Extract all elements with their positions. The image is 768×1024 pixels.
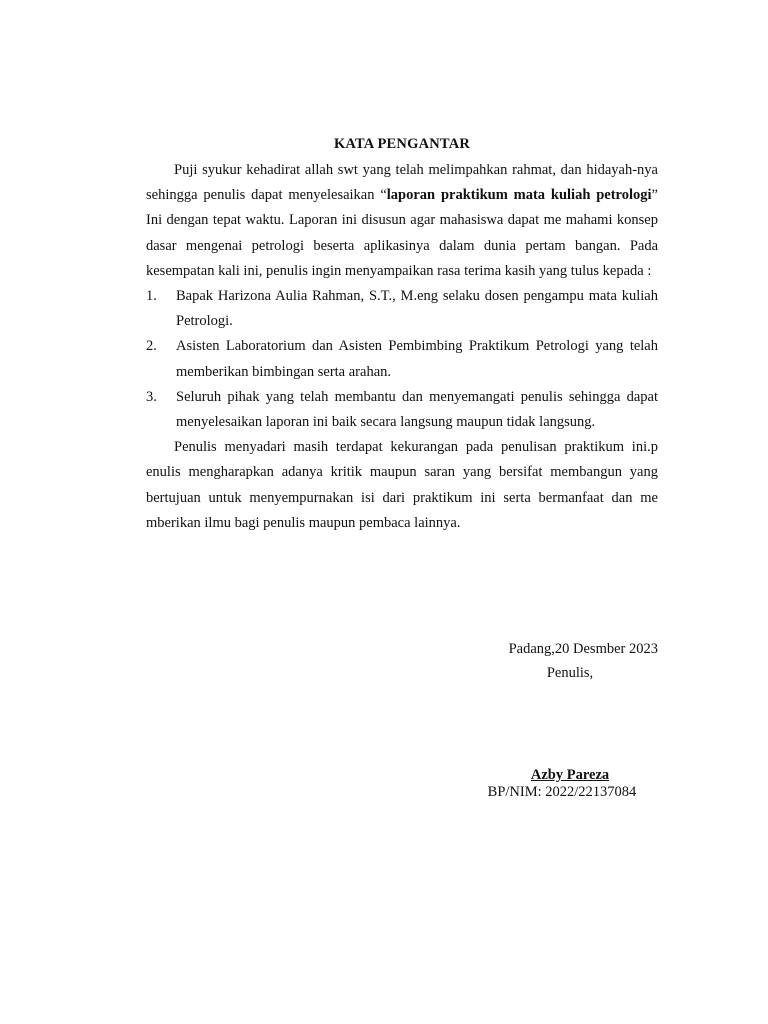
- list-text: Asisten Laboratorium dan Asisten Pembimbing Praktikum Petrologi yang telah memberikan bimbingan serta arahan.: [176, 338, 658, 380]
- signature-place-date: Padang,20 Desmber 2023: [508, 641, 658, 657]
- signature-role: Penulis,: [546, 665, 594, 681]
- intro-bold-text: laporan praktikum mata kuliah petrologi: [386, 187, 652, 204]
- list-item: [146, 284, 658, 334]
- thanks-list: [146, 284, 658, 435]
- list-item: [146, 385, 658, 435]
- list-number: 2.: [146, 338, 157, 355]
- list-number: 3.: [146, 388, 157, 405]
- list-text: Bapak Harizona Aulia Rahman, S.T., M.eng selaku dosen pengampu mata kuliah Petrologi.: [176, 288, 658, 330]
- list-item: [146, 334, 658, 384]
- intro-text-1: Puji syukur kehadirat allah swt yang telah melimpahkan rahmat, dan hidayah-nya sehingga penulis dapat menyelesaikan “: [146, 162, 658, 204]
- signature-nim: BP/NIM: 2022/22137084: [487, 784, 637, 800]
- intro-paragraph: [146, 158, 658, 284]
- document-body: [146, 136, 658, 536]
- signature-name: Azby Pareza: [530, 767, 610, 783]
- list-text: Seluruh pihak yang telah membantu dan menyemangati penulis sehingga dapat menyelesaikan laporan ini baik secara langsung maupun tidak langsung.: [176, 388, 658, 431]
- list-number: 1.: [146, 288, 157, 305]
- page-title: KATA PENGANTAR: [333, 136, 471, 152]
- closing-paragraph: Penulis menyadari masih terdapat kekurangan pada penulisan praktikum ini.p enulis mengharapkan adanya kritik maupun saran yang bersifat membangun yang bertujuan untuk menyempurnakan isi dari praktikum ini serta bermanfaat dan me mberikan ilmu bagi penulis maupun pembaca lainnya.: [146, 439, 658, 531]
- intro-text-2: ” Ini dengan tepat waktu. Laporan ini disusun agar mahasiswa dapat me mahami konsep dasar mengenai petrologi beserta aplikasinya dalam dunia pertam bangan. Pada kesempatan kali ini, penulis ingin menyampaikan rasa terima kasih yang tulus kepada :: [146, 187, 658, 279]
